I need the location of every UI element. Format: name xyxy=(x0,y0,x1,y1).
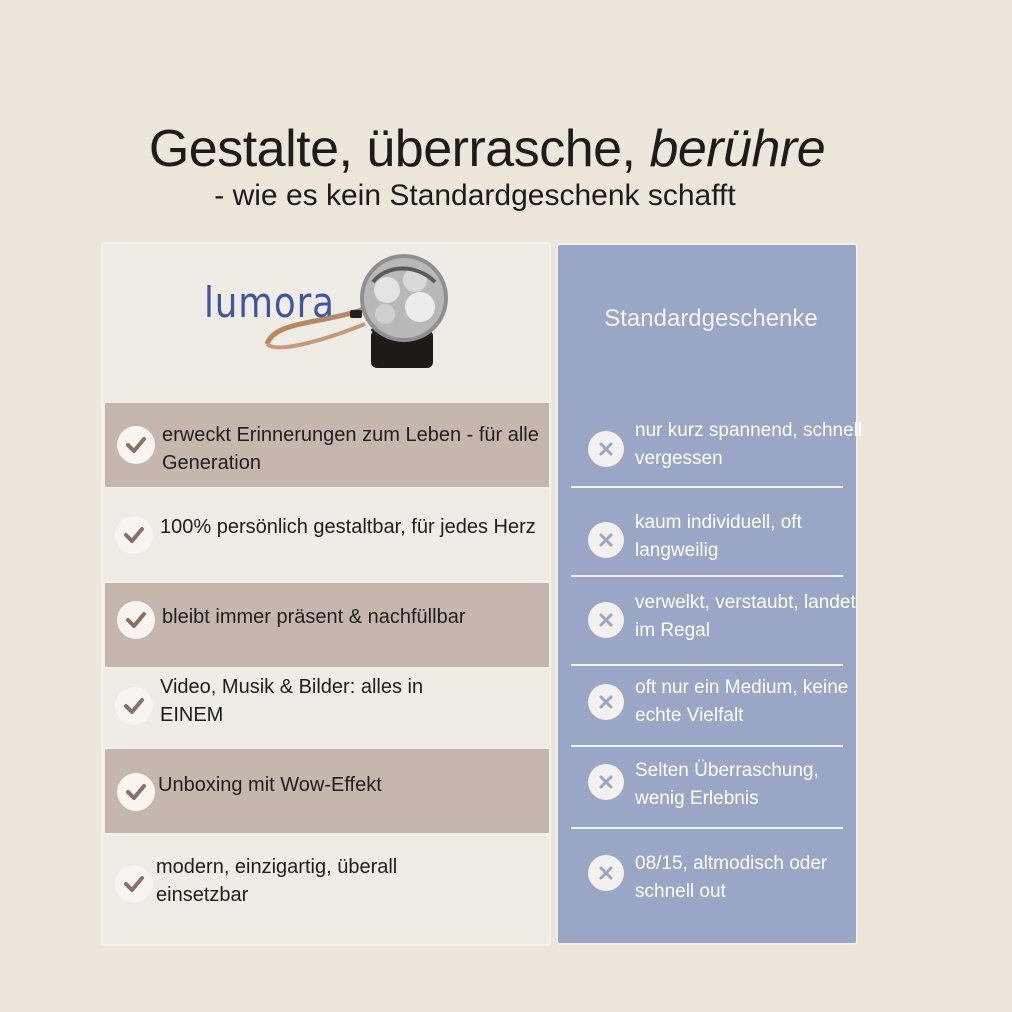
standard-feature-text: nur kurz spannend, schnell vergessen xyxy=(635,420,863,469)
row-divider xyxy=(571,486,843,488)
lumora-feature-row xyxy=(103,747,551,835)
standard-gifts-header: Standardgeschenke xyxy=(604,305,818,332)
heading-italic: berühre xyxy=(649,120,826,178)
standard-feature-row xyxy=(558,756,858,826)
checkmark-icon xyxy=(115,516,153,554)
lumora-feature-text: Unboxing mit Wow-Effekt xyxy=(158,774,382,796)
cross-icon xyxy=(588,431,624,467)
lumora-feature-text: Video, Musik & Bilder: alles in EINEM xyxy=(160,676,424,726)
cross-icon xyxy=(588,602,624,638)
lumora-feature-row xyxy=(103,491,549,579)
row-divider xyxy=(571,575,843,577)
standard-feature-text: verwelkt, verstaubt, landet im Regal xyxy=(635,592,856,641)
lumora-feature-row xyxy=(103,581,551,669)
lumora-feature-text: bleibt immer präsent & nachfüllbar xyxy=(162,606,466,628)
lumora-feature-row xyxy=(103,671,549,745)
lumora-feature-row xyxy=(103,401,551,489)
lumora-feature-row xyxy=(103,837,549,937)
standard-feature-text: Selten Überraschung, wenig Erlebnis xyxy=(635,760,819,809)
heading-main: Gestalte, überrasche, xyxy=(148,120,650,178)
page-heading xyxy=(0,118,974,180)
cross-icon xyxy=(588,522,624,558)
standard-feature-text: kaum individuell, oft langweilig xyxy=(635,512,802,561)
page-subheading: - wie es kein Standardgeschenk schafft xyxy=(214,179,736,212)
lumora-logo: lumora xyxy=(204,278,335,327)
standard-feature-row xyxy=(558,674,858,744)
checkmark-icon xyxy=(115,865,153,903)
checkmark-icon xyxy=(115,687,153,725)
standard-feature-row xyxy=(558,417,863,487)
standard-feature-row xyxy=(558,588,858,662)
lumora-feature-text: 100% persönlich gestaltbar, für jedes Herz xyxy=(160,516,536,538)
standard-feature-row xyxy=(558,849,858,919)
standard-feature-text: oft nur ein Medium, keine echte Vielfalt xyxy=(635,677,849,726)
checkmark-icon xyxy=(117,601,155,639)
checkmark-icon xyxy=(117,773,155,811)
row-divider xyxy=(571,827,843,829)
row-divider xyxy=(571,664,843,666)
cross-icon xyxy=(588,764,624,800)
checkmark-icon xyxy=(117,426,155,464)
row-divider xyxy=(571,745,843,747)
standard-feature-text: 08/15, altmodisch oder schnell out xyxy=(635,853,828,902)
cross-icon xyxy=(588,684,624,720)
product-image xyxy=(255,252,455,377)
cross-icon xyxy=(588,855,624,891)
lumora-feature-text: modern, einzigartig, überall einsetzbar xyxy=(156,856,398,906)
standard-feature-row xyxy=(558,508,858,574)
lumora-feature-text: erweckt Erinnerungen zum Leben - für alle Generation xyxy=(162,424,539,474)
